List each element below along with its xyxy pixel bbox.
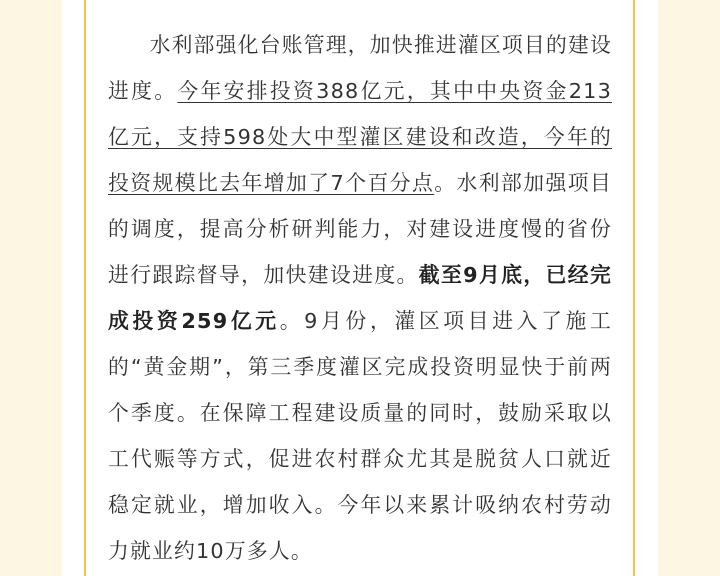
left-margin-background xyxy=(0,0,62,576)
text-segment-scheduling: 。水利部加强项目的调度，提高分析研判能力，对建设进度慢的省份进行跟踪督导，加快建设进度。 xyxy=(108,171,612,287)
text-segment-intro: 水利部强化台账管理，加快推进灌区项目的建设进度。 xyxy=(108,33,612,103)
article-paragraph xyxy=(108,22,612,574)
decorative-border-right xyxy=(633,0,635,576)
text-segment-completed-investment-bold: 截至9月底，已经完成投资259亿元 xyxy=(108,263,612,333)
text-segment-construction-employment: 。9月份，灌区项目进入了施工的“黄金期”，第三季度灌区完成投资明显快于前两个季度。在保障工程建设质量的同时，鼓励采取以工代赈等方式，促进农村群众尤其是脱贫人口就近稳定就业，增加收入。今年以来累计吸纳农村劳动力就业约10万多人。 xyxy=(108,309,612,563)
decorative-border-left xyxy=(84,0,86,576)
text-segment-investment-underlined: 今年安排投资388亿元，其中中央资金213亿元，支持598处大中型灌区建设和改造，今年的投资规模比去年增加了7个百分点 xyxy=(108,79,612,195)
right-margin-background xyxy=(658,0,720,576)
